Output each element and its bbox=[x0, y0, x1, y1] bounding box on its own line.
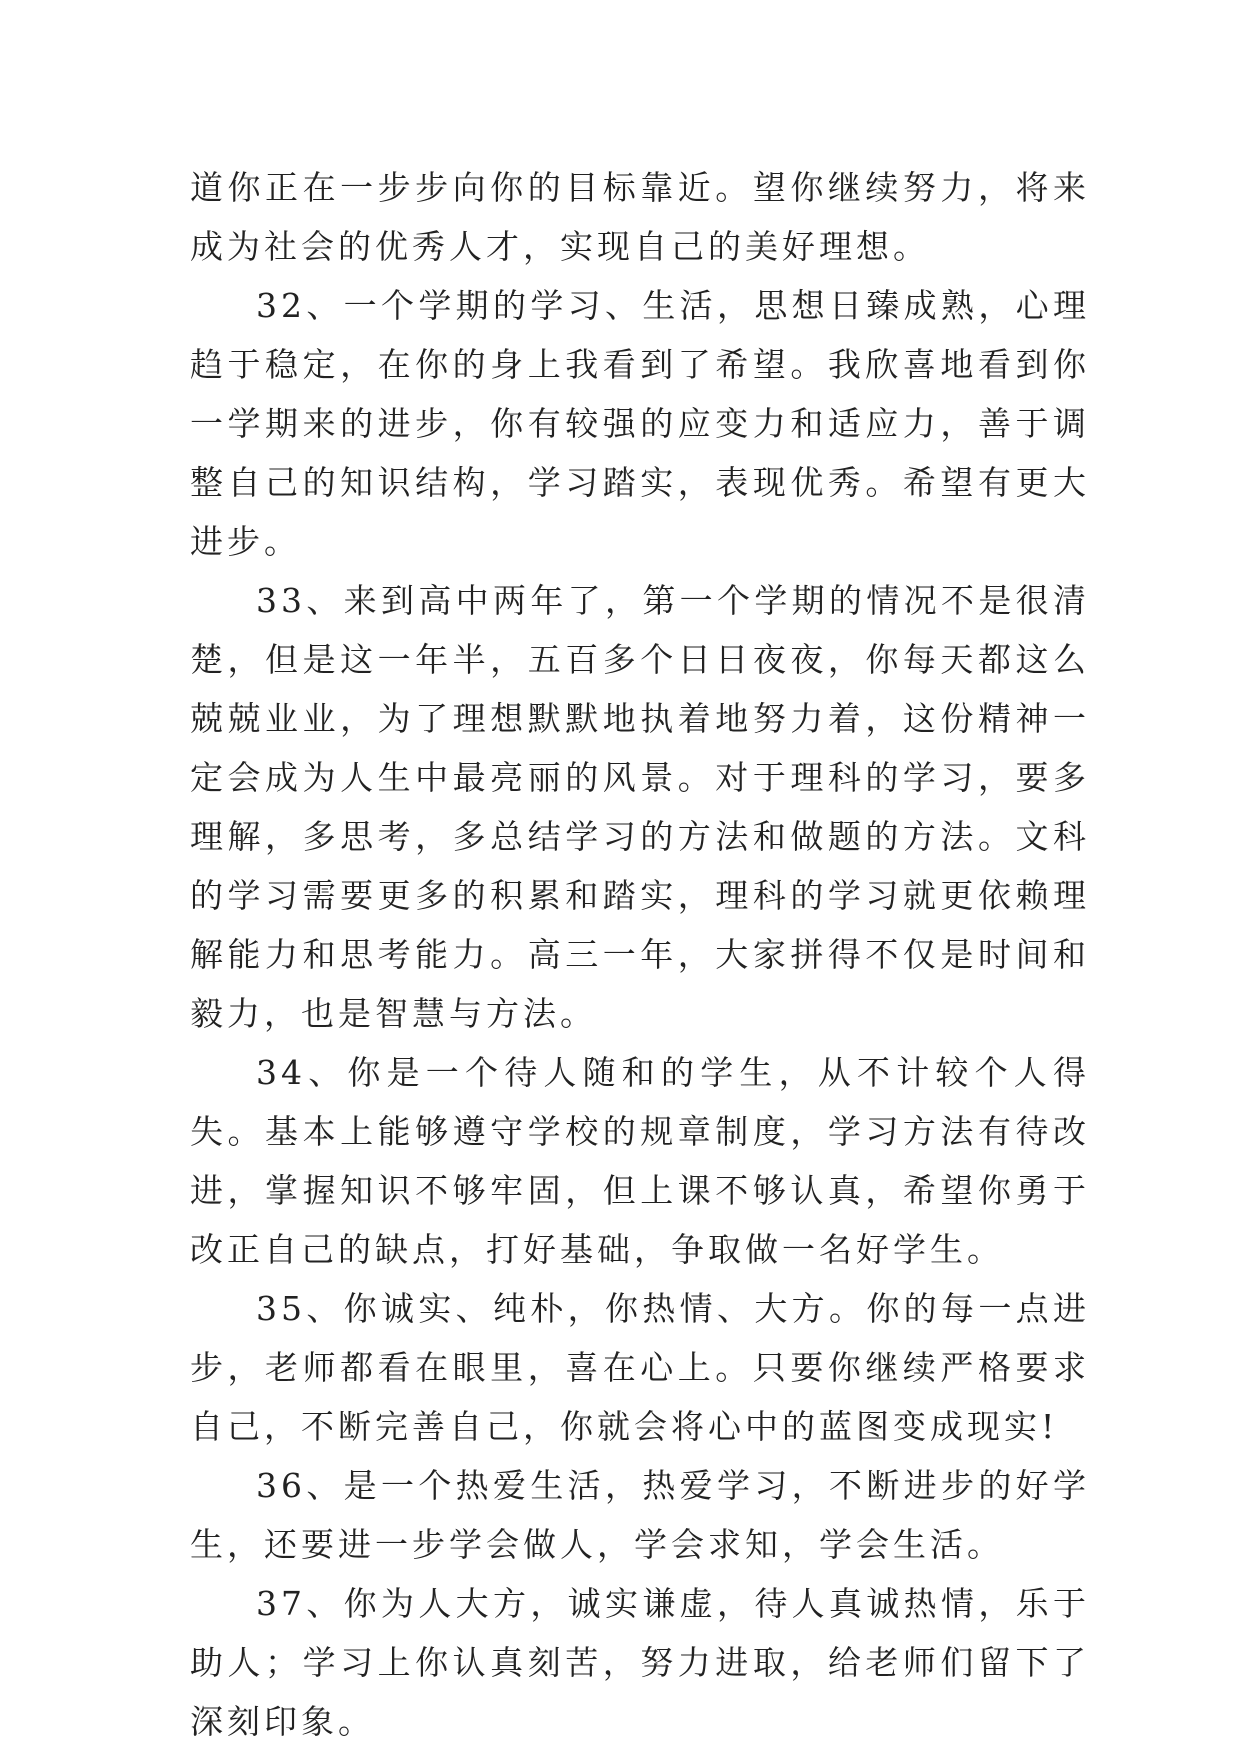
paragraph-36: 36、是一个热爱生活，热爱学习，不断进步的好学生，还要进一步学会做人，学会求知，学会生活。 bbox=[190, 1466, 1090, 1564]
paragraph-32: 32、一个学期的学习、生活，思想日臻成熟，心理趋于稳定，在你的身上我看到了希望。我欣喜地看到你一学期来的进步，你有较强的应变力和适应力，善于调整自己的知识结构，学习踏实，表现优秀。希望有更大进步。 bbox=[190, 286, 1090, 561]
paragraph-continuation: 道你正在一步步向你的目标靠近。望你继续努力，将来成为社会的优秀人才，实现自己的美好理想。 bbox=[190, 168, 1090, 266]
paragraph-33: 33、来到高中两年了，第一个学期的情况不是很清楚，但是这一年半，五百多个日日夜夜，你每天都这么兢兢业业，为了理想默默地执着地努力着，这份精神一定会成为人生中最亮丽的风景。对于理科的学习，要多理解，多思考，多总结学习的方法和做题的方法。文科的学习需要更多的积累和踏实，理科的学习就更依赖理解能力和思考能力。高三一年，大家拼得不仅是时间和毅力，也是智慧与方法。 bbox=[190, 581, 1090, 1033]
document-body bbox=[190, 158, 1090, 1751]
paragraph-35: 35、你诚实、纯朴，你热情、大方。你的每一点进步，老师都看在眼里，喜在心上。只要你继续严格要求自己，不断完善自己，你就会将心中的蓝图变成现实! bbox=[190, 1289, 1090, 1446]
paragraph-37: 37、你为人大方，诚实谦虚，待人真诚热情，乐于助人；学习上你认真刻苦，努力进取，给老师们留下了深刻印象。 bbox=[190, 1584, 1090, 1741]
paragraph-34: 34、你是一个待人随和的学生，从不计较个人得失。基本上能够遵守学校的规章制度，学习方法有待改进，掌握知识不够牢固，但上课不够认真，希望你勇于改正自己的缺点，打好基础，争取做一名好学生。 bbox=[190, 1053, 1090, 1269]
